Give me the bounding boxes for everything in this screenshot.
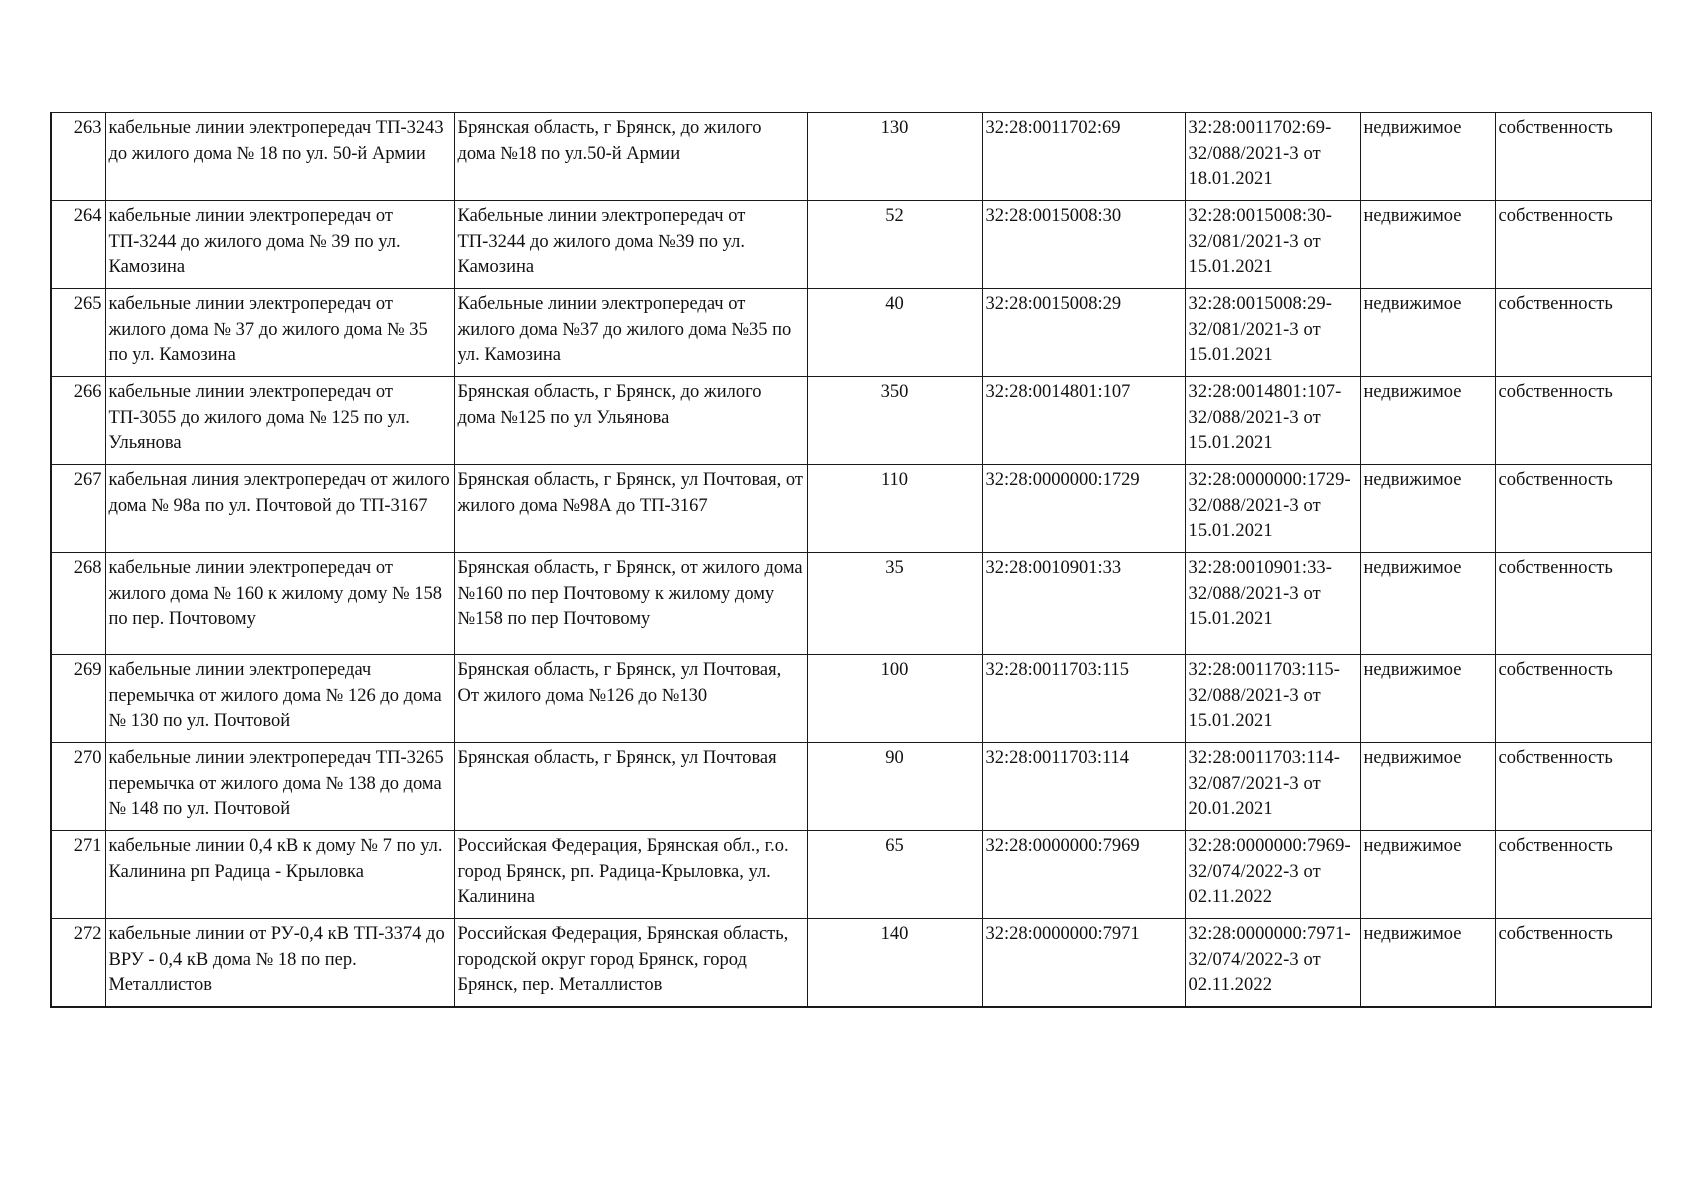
registration-record: 32:28:0010901:33-32/088/2021-3 от 15.01.2021 [1185, 553, 1360, 655]
right-type: собственность [1495, 113, 1651, 201]
registration-record: 32:28:0000000:1729-32/088/2021-3 от 15.01.2021 [1185, 465, 1360, 553]
registration-record: 32:28:0014801:107-32/088/2021-3 от 15.01.2021 [1185, 377, 1360, 465]
property-type: недвижимое [1360, 465, 1495, 553]
row-number: 271 [51, 831, 105, 919]
registration-record: 32:28:0015008:29-32/081/2021-3 от 15.01.2021 [1185, 289, 1360, 377]
cadastral-number: 32:28:0011702:69 [982, 113, 1185, 201]
right-type: собственность [1495, 919, 1651, 1007]
table-row [51, 655, 1651, 743]
length-value: 140 [807, 919, 982, 1007]
object-name: кабельные линии от РУ-0,4 кВ ТП-3374 до ВРУ - 0,4 кВ дома № 18 по пер. Металлистов [105, 919, 454, 1007]
table-row [51, 289, 1651, 377]
length-value: 130 [807, 113, 982, 201]
object-name: кабельные линии электропередач перемычка от жилого дома № 126 до дома № 130 по ул. Почтовой [105, 655, 454, 743]
object-address: Кабельные линии электропередач от ТП-3244 до жилого дома №39 по ул. Камозина [454, 201, 807, 289]
cadastral-number: 32:28:0015008:30 [982, 201, 1185, 289]
row-number: 269 [51, 655, 105, 743]
right-type: собственность [1495, 553, 1651, 655]
property-type: недвижимое [1360, 377, 1495, 465]
object-address: Брянская область, г Брянск, от жилого дома №160 по пер Почтовому к жилому дому №158 по пер Почтовому [454, 553, 807, 655]
length-value: 52 [807, 201, 982, 289]
table-row [51, 113, 1651, 201]
object-name: кабельные линии электропередач от ТП-3055 до жилого дома № 125 по ул. Ульянова [105, 377, 454, 465]
object-address: Брянская область, г Брянск, ул Почтовая [454, 743, 807, 831]
table-row [51, 201, 1651, 289]
object-name: кабельные линии электропередач от жилого дома № 160 к жилому дому № 158 по пер. Почтовому [105, 553, 454, 655]
registration-record: 32:28:0011703:114-32/087/2021-3 от 20.01.2021 [1185, 743, 1360, 831]
length-value: 35 [807, 553, 982, 655]
cadastral-number: 32:28:0011703:115 [982, 655, 1185, 743]
property-type: недвижимое [1360, 831, 1495, 919]
length-value: 100 [807, 655, 982, 743]
cadastral-number: 32:28:0014801:107 [982, 377, 1185, 465]
table-row [51, 831, 1651, 919]
registration-record: 32:28:0000000:7971-32/074/2022-3 от 02.11.2022 [1185, 919, 1360, 1007]
registration-record: 32:28:0015008:30-32/081/2021-3 от 15.01.2021 [1185, 201, 1360, 289]
object-address: Брянская область, г Брянск, ул Почтовая, от жилого дома №98А до ТП-3167 [454, 465, 807, 553]
property-type: недвижимое [1360, 201, 1495, 289]
object-name: кабельные линии электропередач от жилого дома № 37 до жилого дома № 35 по ул. Камозина [105, 289, 454, 377]
cadastral-number: 32:28:0015008:29 [982, 289, 1185, 377]
object-address: Брянская область, г Брянск, до жилого дома №18 по ул.50-й Армии [454, 113, 807, 201]
object-address: Брянская область, г Брянск, до жилого дома №125 по ул Ульянова [454, 377, 807, 465]
row-number: 270 [51, 743, 105, 831]
registration-record: 32:28:0011703:115-32/088/2021-3 от 15.01.2021 [1185, 655, 1360, 743]
table-row [51, 377, 1651, 465]
table-row [51, 553, 1651, 655]
property-type: недвижимое [1360, 289, 1495, 377]
cadastral-number: 32:28:0000000:7971 [982, 919, 1185, 1007]
row-number: 272 [51, 919, 105, 1007]
row-number: 267 [51, 465, 105, 553]
table-row [51, 743, 1651, 831]
row-number: 265 [51, 289, 105, 377]
row-number: 266 [51, 377, 105, 465]
property-registry-table [50, 112, 1652, 1008]
right-type: собственность [1495, 743, 1651, 831]
row-number: 263 [51, 113, 105, 201]
object-name: кабельная линия электропередач от жилого дома № 98а по ул. Почтовой до ТП-3167 [105, 465, 454, 553]
table-row [51, 465, 1651, 553]
table-row [51, 919, 1651, 1007]
cadastral-number: 32:28:0010901:33 [982, 553, 1185, 655]
right-type: собственность [1495, 377, 1651, 465]
right-type: собственность [1495, 289, 1651, 377]
right-type: собственность [1495, 831, 1651, 919]
right-type: собственность [1495, 465, 1651, 553]
object-address: Кабельные линии электропередач от жилого дома №37 до жилого дома №35 по ул. Камозина [454, 289, 807, 377]
object-name: кабельные линии электропередач ТП-3243 до жилого дома № 18 по ул. 50-й Армии [105, 113, 454, 201]
length-value: 40 [807, 289, 982, 377]
cadastral-number: 32:28:0011703:114 [982, 743, 1185, 831]
registration-record: 32:28:0011702:69-32/088/2021-3 от 18.01.2021 [1185, 113, 1360, 201]
object-address: Российская Федерация, Брянская обл., г.о. город Брянск, рп. Радица-Крыловка, ул. Калинина [454, 831, 807, 919]
right-type: собственность [1495, 201, 1651, 289]
table-body [51, 113, 1651, 1007]
object-address: Российская Федерация, Брянская область, городской округ город Брянск, город Брянск, пер. Металлистов [454, 919, 807, 1007]
property-type: недвижимое [1360, 113, 1495, 201]
property-type: недвижимое [1360, 655, 1495, 743]
object-name: кабельные линии электропередач от ТП-3244 до жилого дома № 39 по ул. Камозина [105, 201, 454, 289]
property-type: недвижимое [1360, 743, 1495, 831]
row-number: 264 [51, 201, 105, 289]
cadastral-number: 32:28:0000000:7969 [982, 831, 1185, 919]
length-value: 65 [807, 831, 982, 919]
object-name: кабельные линии электропередач ТП-3265 перемычка от жилого дома № 138 до дома № 148 по ул. Почтовой [105, 743, 454, 831]
length-value: 110 [807, 465, 982, 553]
row-number: 268 [51, 553, 105, 655]
cadastral-number: 32:28:0000000:1729 [982, 465, 1185, 553]
length-value: 90 [807, 743, 982, 831]
property-type: недвижимое [1360, 553, 1495, 655]
property-type: недвижимое [1360, 919, 1495, 1007]
object-address: Брянская область, г Брянск, ул Почтовая, От жилого дома №126 до №130 [454, 655, 807, 743]
object-name: кабельные линии 0,4 кВ к дому № 7 по ул. Калинина рп Радица - Крыловка [105, 831, 454, 919]
registration-record: 32:28:0000000:7969-32/074/2022-3 от 02.11.2022 [1185, 831, 1360, 919]
right-type: собственность [1495, 655, 1651, 743]
length-value: 350 [807, 377, 982, 465]
